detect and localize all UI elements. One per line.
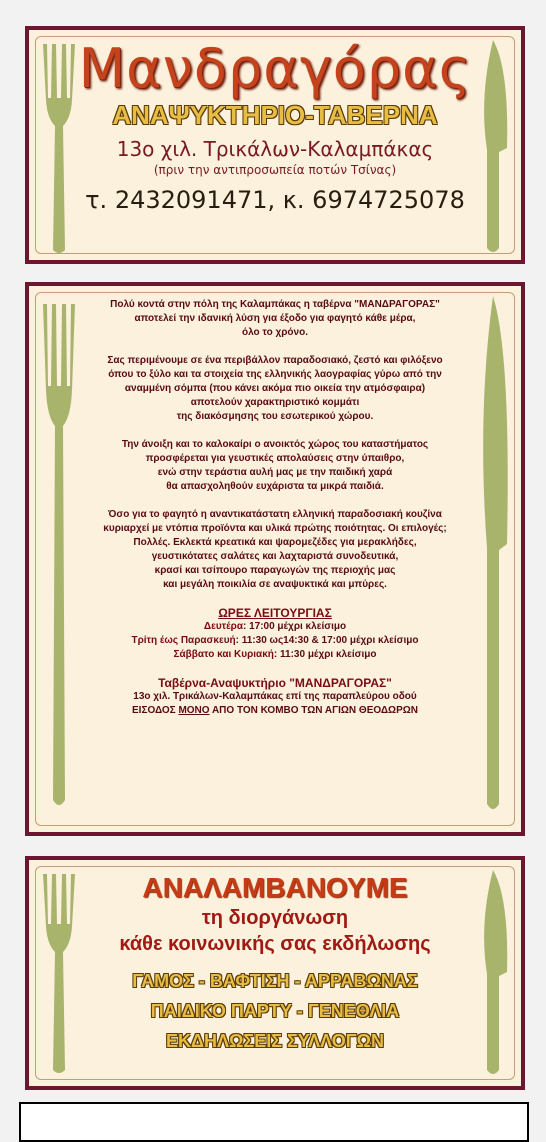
- intro-paragraph: Πολύ κοντά στην πόλη της Καλαμπάκας η ταβέρνα "ΜΑΝΔΡΑΓΟΡΑΣ" αποτελεί την ιδανική λύση για έξοδο για φαγητό κάθε μέρα, όλο το χρόνο.: [110, 299, 440, 338]
- header-banner: [25, 26, 525, 264]
- events-banner: [25, 856, 525, 1090]
- address: 13ο χιλ. Τρικάλων-Καλαμπάκας: [116, 137, 434, 161]
- food-paragraph: Όσο για το φαγητό η αναντικατάστατη ελληνική παραδοσιακή κουζίνα κυριαρχεί με ντόπια προϊόντα και υλικά πρώτης ποιότητας. Οι επιλογές; Πολλές. Εκλεκτά κρεατικά και ψαρομεζέδες για μερακλήδες, γευστικότατες σαλάτες και λαχταριστά συνοδευτικά, κρασί και τσίπουρο παραγωγών της περιοχής μας και μεγάλη ποικιλία σε αναψυκτικά και μπύρες.: [103, 509, 447, 590]
- about-section: [25, 282, 525, 836]
- fork-icon: [37, 300, 81, 820]
- entrance-line: ΕΙΣΟΔΟΣ ΜΟΝΟ ΑΠΟ ΤΟΝ ΚΟΜΒΟ ΤΩΝ ΑΓΙΩΝ ΘΕΟΔΩΡΩΝ: [132, 705, 418, 716]
- hours-list: [79, 620, 471, 662]
- event-item: ΕΚΔΗΛΩΣΕΙΣ ΣΥΛΛΟΓΩΝ: [166, 1031, 384, 1051]
- events-line1: τη διοργάνωση: [201, 907, 349, 929]
- knife-icon: [473, 294, 513, 824]
- event-item: ΠΑΙΔΙΚΟ ΠΑΡΤΥ - ΓΕΝΕΘΛΙΑ: [150, 1001, 400, 1021]
- phone-numbers: τ. 2432091471, κ. 6974725078: [85, 186, 465, 214]
- hours-row: Δευτέρα: 17:00 μέχρι κλείσιμο: [203, 621, 347, 632]
- events-title: ΑΝΑΛΑΜΒΑΝΟΥΜΕ: [142, 872, 408, 903]
- about-panel: [29, 286, 521, 832]
- header-panel: [29, 30, 521, 260]
- hours-row: Τρίτη έως Παρασκευή: 11:30 ως14:30 & 17:00 μέχρι κλείσιμο: [131, 635, 419, 646]
- hours-row: Σάββατο και Κυριακή: 11:30 μέχρι κλείσιμο: [173, 649, 377, 660]
- hours-title: ΩΡΕΣ ΛΕΙΤΟΥΡΓΙΑΣ: [218, 606, 332, 620]
- brand-subtitle: ΑΝΑΨΥΚΤΗΡΙΟ-ΤΑΒΕΡΝΑ: [112, 100, 438, 130]
- atmosphere-paragraph: Σας περιμένουμε σε ένα περιβάλλον παραδοσιακό, ζεστό και φιλόξενο όπου το ξύλο και τα στοιχεία της ελληνικής λαογραφίας γύρω από την αναμμένη σόμπα (που κάνει ακόμα πιο οικεία την ατμόσφαιρα) αποτελούν χαρακτηριστικό κομμάτι της διακόσμησης του εσωτερικού χώρου.: [107, 355, 443, 422]
- outdoor-paragraph: Την άνοιξη και το καλοκαίρι ο ανοικτός χώρος του καταστήματος προσφέρεται για γευστικές απολαύσεις στην ύπαιθρο, ενώ στην τεράστια αυλή μας με την παιδική χαρά θα απασχοληθούν ευχάριστα τα μικρά παιδιά.: [121, 439, 429, 492]
- taverna-name: Ταβέρνα-Αναψυκτήριο "ΜΑΝΔΡΑΓΟΡΑΣ": [158, 676, 392, 690]
- event-item: ΓΑΜΟΣ - ΒΑΦΤΙΣΗ - ΑΡΡΑΒΩΝΑΣ: [132, 971, 418, 991]
- about-text: [79, 298, 471, 718]
- brand-logo: Μανδραγόρας: [78, 37, 472, 100]
- location-line: 13ο χιλ. Τρικάλων-Καλαμπάκας επί της παραπλεύρου οδού: [133, 691, 417, 702]
- events-panel: [29, 860, 521, 1086]
- events-line2: κάθε κοινωνικής σας εκδήλωσης: [119, 933, 431, 955]
- bottom-box: [19, 1102, 529, 1142]
- address-note: (πριν την αντιπροσωπεία ποτών Τσίνας): [153, 163, 397, 177]
